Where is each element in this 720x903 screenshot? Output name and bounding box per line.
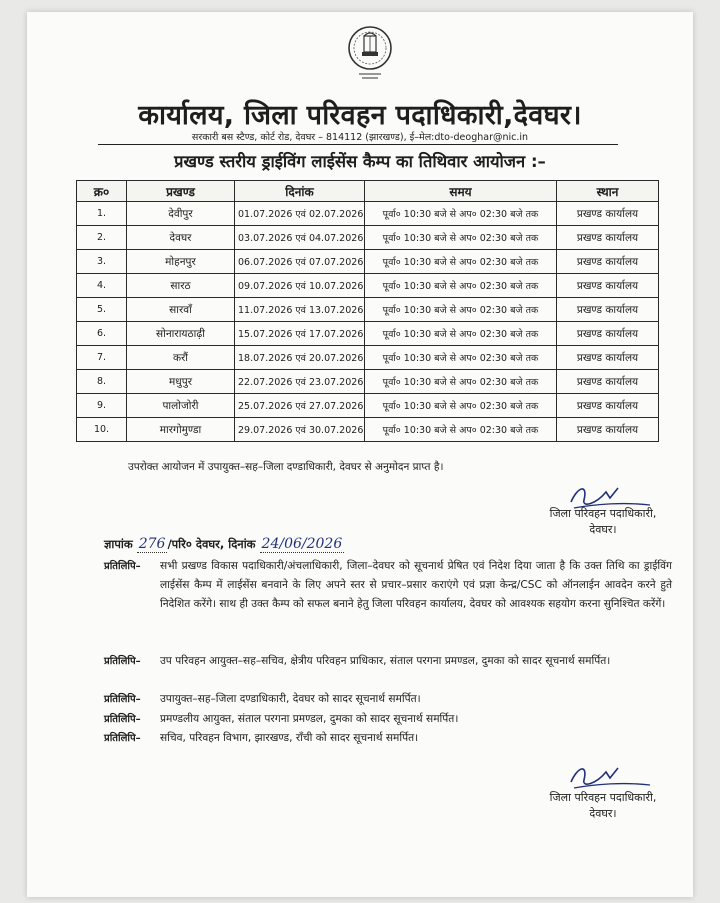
block-cell: करौं — [127, 346, 235, 370]
column-header-date: दिनांक — [235, 181, 365, 202]
block-cell: मोहनपुर — [127, 250, 235, 274]
copy-label: प्रतिलिपि– — [104, 733, 141, 744]
serial-cell: 10. — [77, 418, 127, 442]
approval-note: उपरोक्त आयोजन में उपायुक्त–सह–जिला दण्डाधिकारी, देवघर से अनुमोदन प्राप्त है। — [128, 461, 444, 473]
serial-cell: 7. — [77, 346, 127, 370]
copy-text: उपायुक्त–सह–जिला दण्डाधिकारी, देवघर को सादर सूचनार्थ समर्पित। — [160, 693, 421, 705]
venue-cell: प्रखण्ड कार्यालय — [557, 274, 659, 298]
table-row — [77, 370, 659, 394]
date-cell: 25.07.2026 एवं 27.07.2026 — [235, 394, 365, 418]
camp-schedule-table — [76, 180, 659, 442]
date-cell: 11.07.2026 एवं 13.07.2026 — [235, 298, 365, 322]
date-cell: 09.07.2026 एवं 10.07.2026 — [235, 274, 365, 298]
date-cell: 22.07.2026 एवं 23.07.2026 — [235, 370, 365, 394]
serial-cell: 9. — [77, 394, 127, 418]
copy-entry-1 — [104, 557, 672, 614]
table-header-row — [77, 181, 659, 202]
block-cell: सोनारायठाढ़ी — [127, 322, 235, 346]
venue-cell: प्रखण्ड कार्यालय — [557, 394, 659, 418]
serial-cell: 6. — [77, 322, 127, 346]
copy-label: प्रतिलिपि– — [104, 656, 141, 667]
memo-date: 24/06/2026 — [261, 536, 343, 552]
time-cell: पूर्वा० 10:30 बजे से अप० 02:30 बजे तक — [365, 226, 557, 250]
table-row — [77, 346, 659, 370]
memo-middle: /परि० देवघर, दिनांक — [167, 537, 256, 551]
copy-label: प्रतिलिपि– — [104, 714, 141, 725]
block-cell: मारगोमुण्डा — [127, 418, 235, 442]
date-cell: 15.07.2026 एवं 17.07.2026 — [235, 322, 365, 346]
office-title: कार्यालय, जिला परिवहन पदाधिकारी,देवघर। — [138, 100, 582, 131]
block-cell: पालोजोरी — [127, 394, 235, 418]
date-cell: 06.07.2026 एवं 07.07.2026 — [235, 250, 365, 274]
signature-block-bottom — [528, 764, 678, 822]
copy-label: प्रतिलिपि– — [104, 561, 141, 572]
time-cell: पूर्वा० 10:30 बजे से अप० 02:30 बजे तक — [365, 202, 557, 226]
block-cell: सारवाँ — [127, 298, 235, 322]
serial-cell: 1. — [77, 202, 127, 226]
signature-mark — [566, 478, 656, 514]
copy-text: सचिव, परिवहन विभाग, झारखण्ड, राँची को सादर सूचनार्थ समर्पित। — [160, 732, 419, 744]
copy-label: प्रतिलिपि– — [104, 694, 141, 705]
date-cell: 29.07.2026 एवं 30.07.2026 — [235, 418, 365, 442]
memo-label: ज्ञापांक — [104, 537, 133, 551]
time-cell: पूर्वा० 10:30 बजे से अप० 02:30 बजे तक — [365, 370, 557, 394]
copy-entry-2 — [104, 652, 672, 671]
block-cell: सारठ — [127, 274, 235, 298]
copy-entry-4 — [104, 710, 672, 729]
block-cell: देवघर — [127, 226, 235, 250]
table-row — [77, 250, 659, 274]
column-header-venue: स्थान — [557, 181, 659, 202]
signature-designation: जिला परिवहन पदाधिकारी, — [549, 507, 657, 520]
table-row — [77, 418, 659, 442]
schedule-heading: प्रखण्ड स्तरीय ड्राईविंग लाईसेंस कैम्प का तिथिवार आयोजन :– — [174, 152, 546, 171]
venue-cell: प्रखण्ड कार्यालय — [557, 250, 659, 274]
venue-cell: प्रखण्ड कार्यालय — [557, 346, 659, 370]
time-cell: पूर्वा० 10:30 बजे से अप० 02:30 बजे तक — [365, 322, 557, 346]
block-cell: देवीपुर — [127, 202, 235, 226]
column-header-serial: क्र० — [77, 181, 127, 202]
column-header-block: प्रखण्ड — [127, 181, 235, 202]
copy-text: प्रमण्डलीय आयुक्त, संताल परगना प्रमण्डल, दुमका को सादर सूचनार्थ समर्पित। — [160, 713, 459, 725]
time-cell: पूर्वा० 10:30 बजे से अप० 02:30 बजे तक — [365, 418, 557, 442]
table-row — [77, 274, 659, 298]
state-emblem-icon — [347, 24, 393, 82]
venue-cell: प्रखण्ड कार्यालय — [557, 418, 659, 442]
venue-cell: प्रखण्ड कार्यालय — [557, 298, 659, 322]
serial-cell: 8. — [77, 370, 127, 394]
signature-block-top — [528, 478, 678, 538]
table-row — [77, 226, 659, 250]
signature-designation: जिला परिवहन पदाधिकारी, — [549, 791, 657, 804]
table-row — [77, 322, 659, 346]
venue-cell: प्रखण्ड कार्यालय — [557, 226, 659, 250]
signature-place: देवघर। — [589, 807, 617, 820]
table-row — [77, 298, 659, 322]
block-cell: मधुपुर — [127, 370, 235, 394]
column-header-time: समय — [365, 181, 557, 202]
office-address: सरकारी बस स्टैण्ड, कोर्ट रोड, देवघर – 814112 (झारखण्ड), ई–मेल:dto-deoghar@nic.in — [191, 132, 529, 143]
copy-entry-5 — [104, 729, 672, 748]
date-cell: 03.07.2026 एवं 04.07.2026 — [235, 226, 365, 250]
signature-place: देवघर। — [589, 523, 617, 536]
time-cell: पूर्वा० 10:30 बजे से अप० 02:30 बजे तक — [365, 298, 557, 322]
venue-cell: प्रखण्ड कार्यालय — [557, 202, 659, 226]
serial-cell: 4. — [77, 274, 127, 298]
venue-cell: प्रखण्ड कार्यालय — [557, 370, 659, 394]
serial-cell: 2. — [77, 226, 127, 250]
memo-line — [104, 536, 344, 552]
memo-number: 276 — [138, 536, 166, 552]
copy-entry-3 — [104, 690, 672, 709]
time-cell: पूर्वा० 10:30 बजे से अप० 02:30 बजे तक — [365, 274, 557, 298]
time-cell: पूर्वा० 10:30 बजे से अप० 02:30 बजे तक — [365, 346, 557, 370]
time-cell: पूर्वा० 10:30 बजे से अप० 02:30 बजे तक — [365, 250, 557, 274]
serial-cell: 3. — [77, 250, 127, 274]
copy-text: सभी प्रखण्ड विकास पदाधिकारी/अंचलाधिकारी, जिला–देवघर को सूचनार्थ प्रेषित एवं निदेश दिया जाता है कि उक्त तिथि का ड्राईविंग लाईसेंस कैम्प में लाईसेंस बनवाने के लिए अपने स्तर से प्रचार–प्रसार कराएंगे एवं प्रज्ञा केन्द्र/CSC को ऑनलाईन आवदेन करने हुते निदेशित करेंगे। साथ ही उक्त कैम्प को सफल बनाने हेतु जिला परिवहन कार्यालय, देवघर को आवश्यक सहयोग करना सुनिश्चित करेंगें। — [160, 560, 672, 610]
venue-cell: प्रखण्ड कार्यालय — [557, 322, 659, 346]
header-divider — [98, 144, 618, 145]
time-cell: पूर्वा० 10:30 बजे से अप० 02:30 बजे तक — [365, 394, 557, 418]
date-cell: 01.07.2026 एवं 02.07.2026 — [235, 202, 365, 226]
copy-text: उप परिवहन आयुक्त–सह–सचिव, क्षेत्रीय परिवहन प्राधिकार, संताल परगना प्रमण्डल, दुमका को सादर सूचनार्थ समर्पित। — [160, 655, 611, 667]
table-row — [77, 394, 659, 418]
signature-mark — [566, 758, 656, 794]
table-row — [77, 202, 659, 226]
serial-cell: 5. — [77, 298, 127, 322]
date-cell: 18.07.2026 एवं 20.07.2026 — [235, 346, 365, 370]
